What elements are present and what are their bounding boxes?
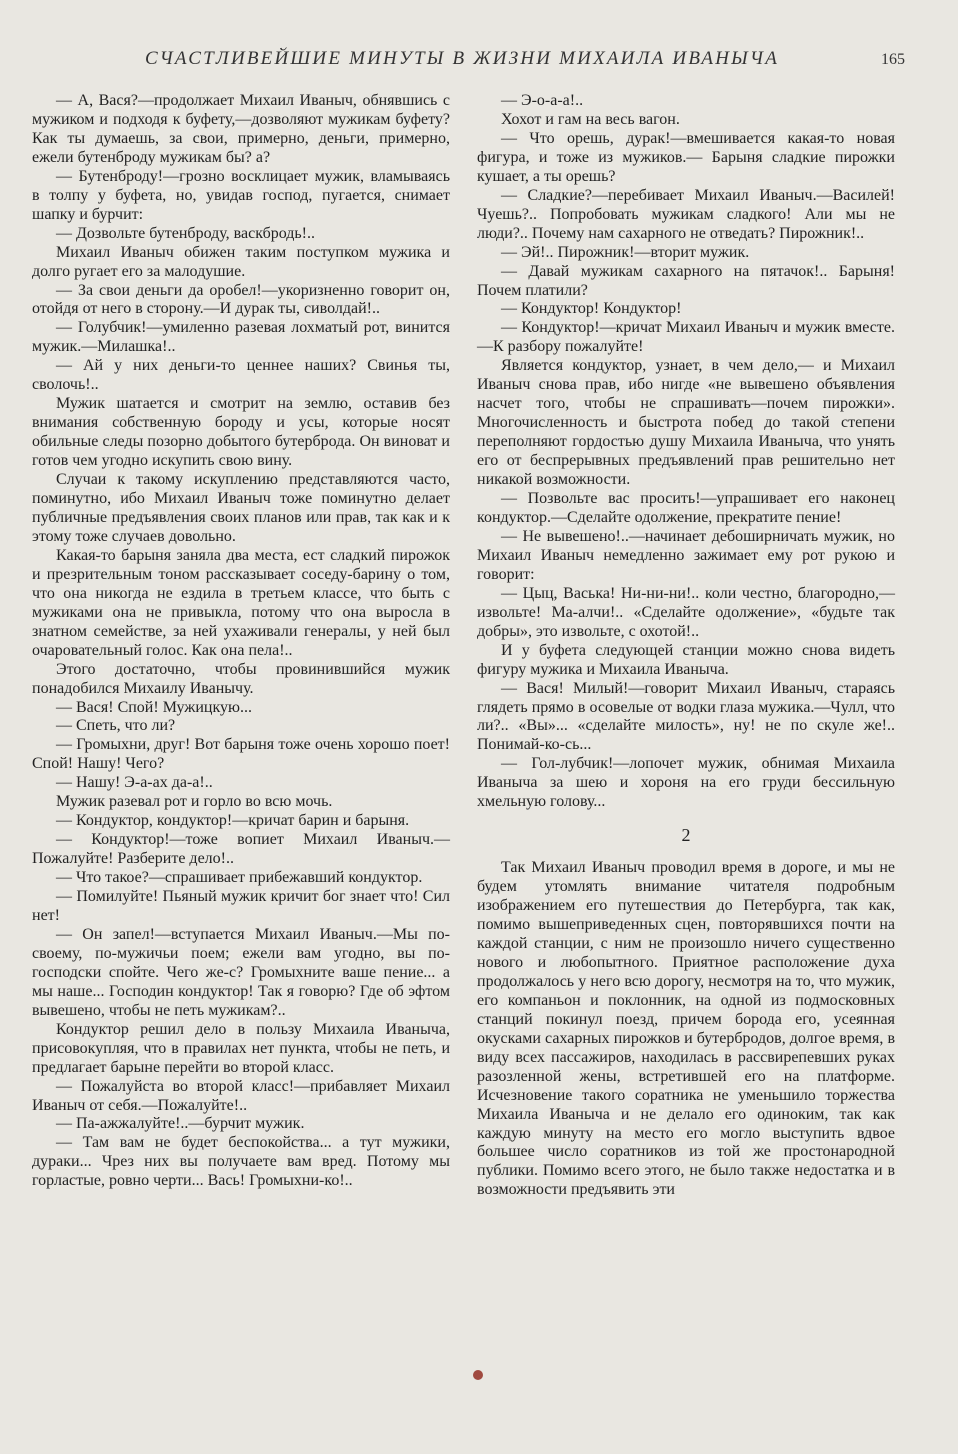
paragraph: — Вася! Спой! Мужицкую... bbox=[56, 698, 252, 716]
paragraph: — Бутенброду!—грозно восклицает мужик, вламываясь в толпу у буфета, но, увидав господ, пугается, снимает шапку и бурчит: bbox=[32, 167, 450, 223]
paragraph: — Что орешь, дурак!—вмешивается какая-то новая фигура, и тоже из мужиков.— Барыня сладкие пирожки кушает, а ты орешь? bbox=[477, 129, 895, 185]
paragraph: Этого достаточно, чтобы провинившийся мужик понадобился Михаилу Иванычу. bbox=[32, 660, 450, 697]
paragraph: — Эй!.. Пирожник!—вторит мужик. bbox=[501, 243, 750, 261]
paragraph: Мужик разевал рот и горло во всю мочь. bbox=[56, 793, 333, 811]
paragraph: — Давай мужикам сахарного на пятачок!.. Барыня! Почем платили? bbox=[477, 262, 895, 299]
paragraph: — Па-ажжалуйте!..—бурчит мужик. bbox=[56, 1115, 305, 1133]
paragraph: — Сладкие?—перебивает Михаил Иваныч.—Василей! Чуешь?.. Попробовать мужикам сладкого! Али мы не люди?.. Почему нам сахарного не отведать? Пирожник!.. bbox=[477, 186, 895, 242]
paragraph: — Кондуктор, кондуктор!—кричат барин и барыня. bbox=[56, 812, 410, 830]
left-column bbox=[32, 92, 450, 1191]
paragraph: — Помилуйте! Пьяный мужик кричит бог знает что! Сил нет! bbox=[32, 888, 450, 924]
paragraph: — Там вам не будет беспокойства... а тут мужики, дураки... Чрез них вы получаете вам вред. Потому мы горластые, ровно черти... Вась! Громыхни-ко!.. bbox=[32, 1134, 450, 1190]
paragraph: — Кондуктор!—кричат Михаил Иваныч и мужик вместе.—К разбору пожалуйте! bbox=[477, 319, 895, 356]
paragraph: Хохот и гам на весь вагон. bbox=[501, 110, 680, 128]
paragraph: — Громыхни, друг! Вот барыня тоже очень хорошо поет! Спой! Нашу! Чего? bbox=[32, 736, 450, 773]
paragraph: — Гол-лубчик!—лопочет мужик, обнимая Михаила Иваныча за шею и хороня на его груди бессильную хмельную голову... bbox=[477, 755, 895, 811]
running-title: СЧАСТЛИВЕЙШИЕ МИНУТЫ В ЖИЗНИ МИХАИЛА ИВАНЫЧА bbox=[145, 48, 780, 69]
paragraph: И у буфета следующей станции можно снова видеть фигуру мужика и Михаила Иваныча. bbox=[477, 641, 895, 678]
paragraph: — Дозвольте бутенброду, васкбродь!.. bbox=[56, 224, 316, 242]
paragraph: — Э-о-а-а!.. bbox=[501, 92, 584, 109]
page-number: 165 bbox=[881, 51, 905, 68]
paragraph: — Пожалуйста во второй класс!—прибавляет Михаил Иваныч от себя.—Пожалуйте!.. bbox=[32, 1077, 450, 1114]
paragraph: — Кондуктор!—тоже вопиет Михаил Иваныч.—Пожалуйте! Разберите дело!.. bbox=[32, 831, 450, 868]
paragraph: — Спеть, что ли? bbox=[56, 717, 176, 735]
paragraph: — Голубчик!—умиленно разевая лохматый рот, винится мужик.—Милашка!.. bbox=[32, 319, 450, 356]
paragraph: Случаи к такому искуплению представляются часто, поминутно, ибо Михаил Иваныч тоже поминутно делает публичные предъявления своих планов или прав, так как и к этому тоже случаев довольно. bbox=[32, 471, 450, 545]
paragraph: — Кондуктор! Кондуктор! bbox=[501, 300, 682, 318]
right-column bbox=[477, 92, 895, 1200]
paragraph: — Цыц, Васька! Ни-ни-ни!.. коли честно, благородно,—извольте! Ма-алчи!.. «Сделайте одолжение», «будьте так добры», это извольте, с охотой!.. bbox=[477, 584, 895, 640]
ink-dot bbox=[473, 1370, 483, 1380]
paragraph: Так Михаил Иваныч проводил время в дороге, и мы не будем утомлять внимание читателя подробным изображением его путешествия до Петербурга, так как, помимо вышеприведенных сцен, повторявшихся почти на каждой станции, с ним не произошло ничего существенно нового и любопытного. Приятное расположение духа продолжалось у него всю дорогу, несмотря на то, что мужик, его компаньон и поклонник, на одной из подмосковных станций покинул поезд, причем борода его, усеянная окусками сахарных пирожков и бутербродов, долгое время, в виду всех пассажиров, находилась в рассвирепевших руках разозленной жены, встретившей его на платформе. Исчезновение такого соратника не уменьшило торжества Михаила Иваныча и не делало его одиноким, так как каждую минуту на место его могло выступить вдвое большее число соратников из той же простонародной публики. Помимо всего этого, не было также недостатка и в возможности предъявить эти bbox=[477, 859, 895, 1199]
page-header bbox=[145, 48, 905, 78]
paragraph: Михаил Иваныч обижен таким поступком мужика и долго ругает его за малодушие. bbox=[32, 243, 450, 280]
section-number: 2 bbox=[681, 825, 691, 846]
paragraph: — Вася! Милый!—говорит Михаил Иваныч, стараясь глядеть прямо в осовелые от водки глаза мужика.—Чулл, что ли?.. «Вы»... «сделайте милость», ну! не по скуле же!.. Понимай-ко-сь... bbox=[477, 679, 895, 754]
paragraph: — А, Вася?—продолжает Михаил Иваныч, обнявшись с мужиком и подходя к буфету,—дозволяют мужикам буфету? Как ты думаешь, за свои, примерно, деньги, примерно, ежели бутенброду мужикам бы? а? bbox=[32, 92, 450, 166]
paragraph: Какая-то барыня заняла два места, ест сладкий пирожок и презрительным тоном рассказывает соседу-барину о том, что она никогда не ездила в третьем классе, что быть с мужиками она не привыкла, потому что она выросла в знатном семействе, за ней ухаживали генералы, у ней был очаровательный голос. Как она пела!.. bbox=[32, 546, 450, 659]
paragraph: Мужик шатается и смотрит на землю, оставив без внимания собственную бороду и усы, которые носят обильные следы позорно добытого бутерброда. Он виноват и готов чем угодно искупить свою вину. bbox=[32, 395, 450, 470]
paragraph: — Он запел!—вступается Михаил Иваныч.—Мы по-своему, по-мужичьи поем; ежели вам угодно, вы по-господски спойте. Чего же-с? Громыхните ваше пение... а мы наше... Господин кондуктор! Так я говорю? Где об эфтом вывешено, чтобы не петь мужикам?.. bbox=[32, 925, 450, 1019]
paragraph: Является кондуктор, узнает, в чем дело,— и Михаил Иваныч снова прав, ибо нигде «не вывешено объявления насчет того, чтобы не спрашивать—почем пирожки». Многочисленность и быстрота побед до такой степени переполняют гордостью душу Михаила Иваныча, что унять его от беспрерывных предъявлений прав решительно нет никакой возможности. bbox=[477, 357, 895, 489]
paragraph: — За свои деньги да оробел!—укоризненно говорит он, отойдя от него в сторону.—И дурак ты, сиволдай!.. bbox=[32, 281, 450, 318]
paragraph: — Не вывешено!..—начинает дебоширничать мужик, но Михаил Иваныч немедленно зажимает ему рот рукою и говорит: bbox=[477, 527, 895, 583]
paragraph: — Что такое?—спрашивает прибежавший кондуктор. bbox=[56, 869, 423, 887]
paragraph: Кондуктор решил дело в пользу Михаила Иваныча, присовокупляя, что в правилах нет пункта, чтобы не петь, и предлагает барыне перейти во второй класс. bbox=[32, 1020, 450, 1076]
paragraph: — Позвольте вас просить!—упрашивает его наконец кондуктор.—Сделайте одолжение, прекратите пение! bbox=[477, 490, 895, 526]
paragraph: — Нашу! Э-а-ах да-а!.. bbox=[56, 774, 213, 792]
paragraph: — Ай у них деньги-то ценнее наших? Свинья ты, сволочь!.. bbox=[32, 357, 450, 394]
